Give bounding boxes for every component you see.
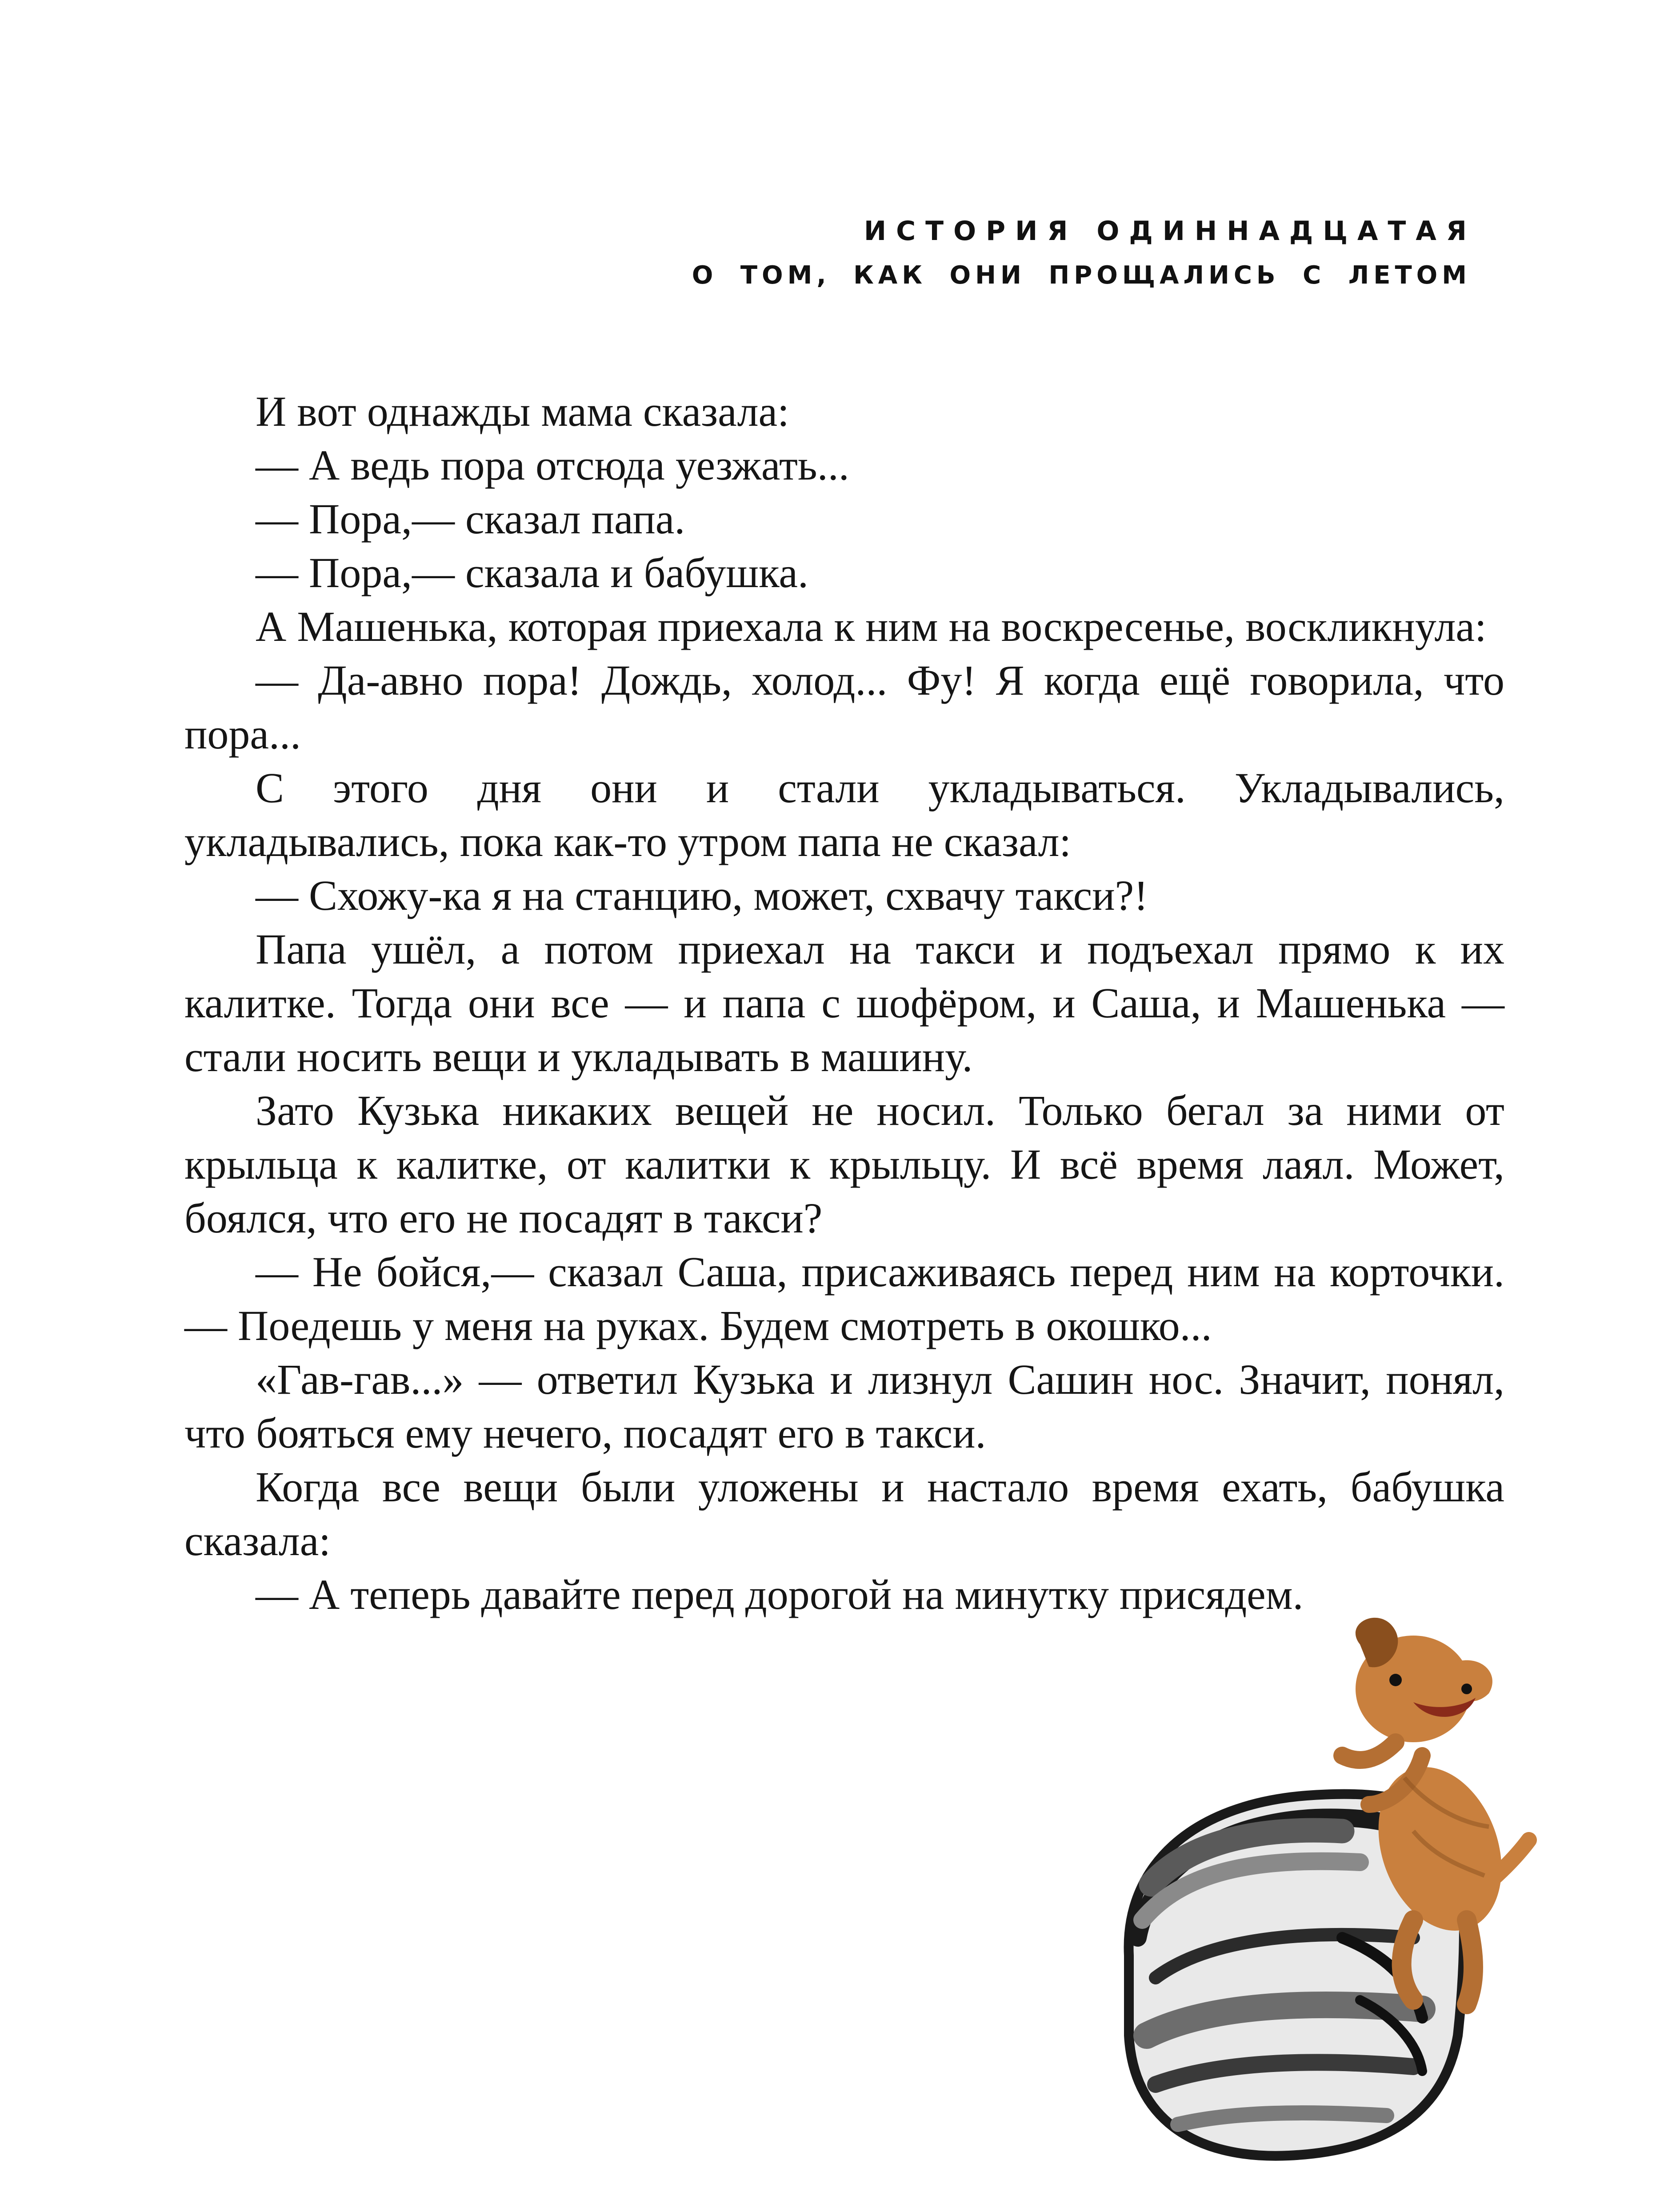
paragraph: — А теперь давайте перед дорогой на минутку присядем. (256, 1571, 1304, 1618)
paragraph: — Да-авно пора! Дождь, холод... Фу! Я когда ещё говорила, что пора... (184, 656, 1504, 758)
chapter-heading (692, 209, 1476, 298)
paragraph: Когда все вещи были уложены и настало время ехать, бабушка сказала: (184, 1463, 1504, 1564)
paragraph: — Схожу-ка я на станцию, может, схвачу такси?! (256, 872, 1148, 919)
paragraph: — А ведь пора отсюда уезжать... (256, 441, 849, 489)
dog-and-bag-illustration (1076, 1556, 1564, 2187)
paragraph: А Машенька, которая приехала к ним на воскресенье, воскликнула: (256, 603, 1487, 650)
story-text (184, 384, 1504, 1621)
paragraph: — Не бойся,— сказал Саша, присаживаясь перед ним на корточки.— Поедешь у меня на руках. Будем смотреть в окошко... (184, 1248, 1504, 1349)
paragraph: — Пора,— сказала и бабушка. (256, 549, 808, 596)
paragraph: — Пора,— сказал папа. (256, 495, 685, 543)
paragraph: Папа ушёл, а потом приехал на такси и подъехал прямо к их калитке. Тогда они все — и папа с шофёром, и Саша, и Машенька — стали носить вещи и укладывать в машину. (184, 925, 1504, 1080)
paragraph: С этого дня они и стали укладываться. Укладывались, укладывались, пока как-то утром папа не сказал: (184, 764, 1504, 865)
chapter-number: ИСТОРИЯ ОДИННАДЦАТАЯ (864, 216, 1476, 247)
paragraph: «Гав-гав...» — ответил Кузька и лизнул Сашин нос. Значит, понял, что бояться ему нечего, посадят его в такси. (184, 1356, 1504, 1457)
paragraph: И вот однажды мама сказала: (256, 388, 789, 435)
paragraph: Зато Кузька никаких вещей не носил. Только бегал за ними от крыльца к калитке, от калитки к крыльцу. И всё время лаял. Может, боялся, что его не посадят в такси? (184, 1087, 1504, 1242)
chapter-title: О ТОМ, КАК ОНИ ПРОЩАЛИСЬ С ЛЕТОМ (692, 261, 1471, 290)
